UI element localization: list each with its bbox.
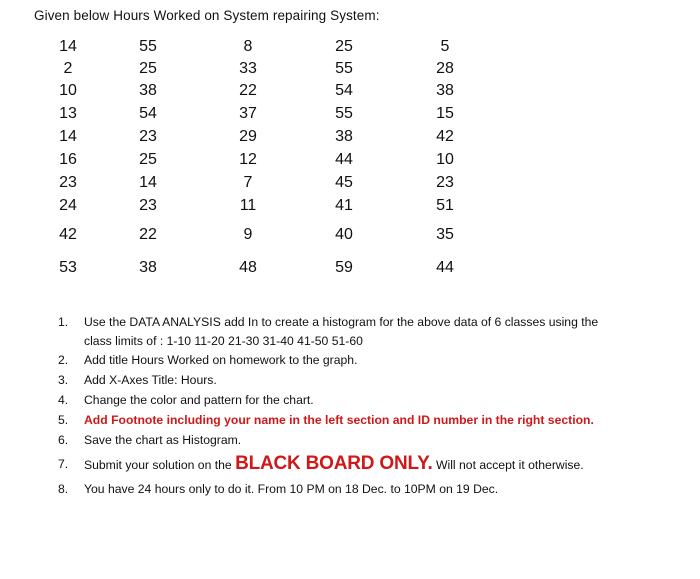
instruction-text: Add title Hours Worked on homework to the graph. <box>84 353 358 367</box>
table-cell: 2 <box>63 60 73 77</box>
instruction-item <box>58 430 658 450</box>
table-cell: 5 <box>440 38 450 55</box>
table-cell: 41 <box>335 197 353 214</box>
instruction-text-highlighted: Add Footnote including your name in the left section and ID number in the right section. <box>84 413 594 427</box>
instruction-text: Save the chart as Histogram. <box>84 433 242 447</box>
table-cell: 38 <box>436 82 454 99</box>
instruction-text: Will not accept it otherwise. <box>432 458 584 472</box>
table-cell: 14 <box>139 174 157 191</box>
class-limits-text: class limits of : 1-10 11-20 21-30 31-40 41-50 51-60 <box>84 334 363 348</box>
instruction-text: Add X-Axes Title: Hours. <box>84 373 217 387</box>
instruction-text: Change the color and pattern for the chart. <box>84 393 314 407</box>
table-cell: 35 <box>436 226 454 243</box>
instruction-item <box>58 479 658 499</box>
table-cell: 45 <box>335 174 353 191</box>
table-cell: 55 <box>335 60 353 77</box>
table-cell: 22 <box>239 82 257 99</box>
table-cell: 38 <box>139 82 157 99</box>
table-cell: 13 <box>59 105 77 122</box>
table-cell: 23 <box>436 174 454 191</box>
table-cell: 25 <box>139 60 157 77</box>
instruction-item <box>58 410 658 430</box>
table-cell: 37 <box>239 105 257 122</box>
instruction-number: 6. <box>58 433 69 447</box>
table-cell: 12 <box>239 151 257 168</box>
instruction-item <box>58 370 658 390</box>
instruction-item <box>58 350 658 370</box>
table-cell: 51 <box>436 197 454 214</box>
instruction-number: 5. <box>58 413 69 427</box>
instruction-item <box>58 450 658 479</box>
table-cell: 44 <box>436 259 454 276</box>
instruction-number: 3. <box>58 373 69 387</box>
table-cell: 9 <box>243 226 253 243</box>
table-cell: 23 <box>139 197 157 214</box>
table-cell: 11 <box>239 197 257 214</box>
instruction-number: 8. <box>58 482 69 496</box>
table-cell: 25 <box>139 151 157 168</box>
table-cell: 42 <box>59 226 77 243</box>
table-cell: 59 <box>335 259 353 276</box>
instruction-text: Use the DATA ANALYSIS add In to create a histogram for the above data of 6 classes using the <box>84 315 599 329</box>
instruction-number: 2. <box>58 353 69 367</box>
table-cell: 10 <box>59 82 77 99</box>
table-cell: 8 <box>243 38 253 55</box>
table-cell: 28 <box>436 60 454 77</box>
blackboard-emphasis: BLACK BOARD ONLY. <box>235 453 433 474</box>
page-heading: Given below Hours Worked on System repairing System: <box>34 8 380 23</box>
table-cell: 24 <box>59 197 77 214</box>
table-cell: 44 <box>335 151 353 168</box>
instruction-text: Submit your solution on the <box>84 458 236 472</box>
table-cell: 48 <box>239 259 257 276</box>
table-cell: 54 <box>335 82 353 99</box>
table-cell: 54 <box>139 105 157 122</box>
table-cell: 55 <box>335 105 353 122</box>
table-cell: 38 <box>335 128 353 145</box>
table-cell: 14 <box>59 128 77 145</box>
table-cell: 23 <box>59 174 77 191</box>
table-cell: 33 <box>239 60 257 77</box>
instruction-list <box>58 312 658 499</box>
instruction-number: 4. <box>58 393 69 407</box>
instruction-text: You have 24 hours only to do it. From 10 PM on 18 Dec. to 10PM on 19 Dec. <box>84 482 499 496</box>
table-cell: 42 <box>436 128 454 145</box>
table-cell: 38 <box>139 259 157 276</box>
table-cell: 15 <box>436 105 454 122</box>
table-cell: 25 <box>335 38 353 55</box>
instruction-number: 1. <box>58 315 69 329</box>
table-cell: 23 <box>139 128 157 145</box>
table-cell: 29 <box>239 128 257 145</box>
instruction-item <box>58 390 658 410</box>
table-cell: 53 <box>59 259 77 276</box>
table-cell: 7 <box>243 174 253 191</box>
instruction-item <box>58 312 658 350</box>
table-cell: 16 <box>59 151 77 168</box>
table-cell: 55 <box>139 38 157 55</box>
table-cell: 40 <box>335 226 353 243</box>
table-cell: 10 <box>436 151 454 168</box>
table-cell: 22 <box>139 226 157 243</box>
table-cell: 14 <box>59 38 77 55</box>
instruction-number: 7. <box>58 457 69 471</box>
